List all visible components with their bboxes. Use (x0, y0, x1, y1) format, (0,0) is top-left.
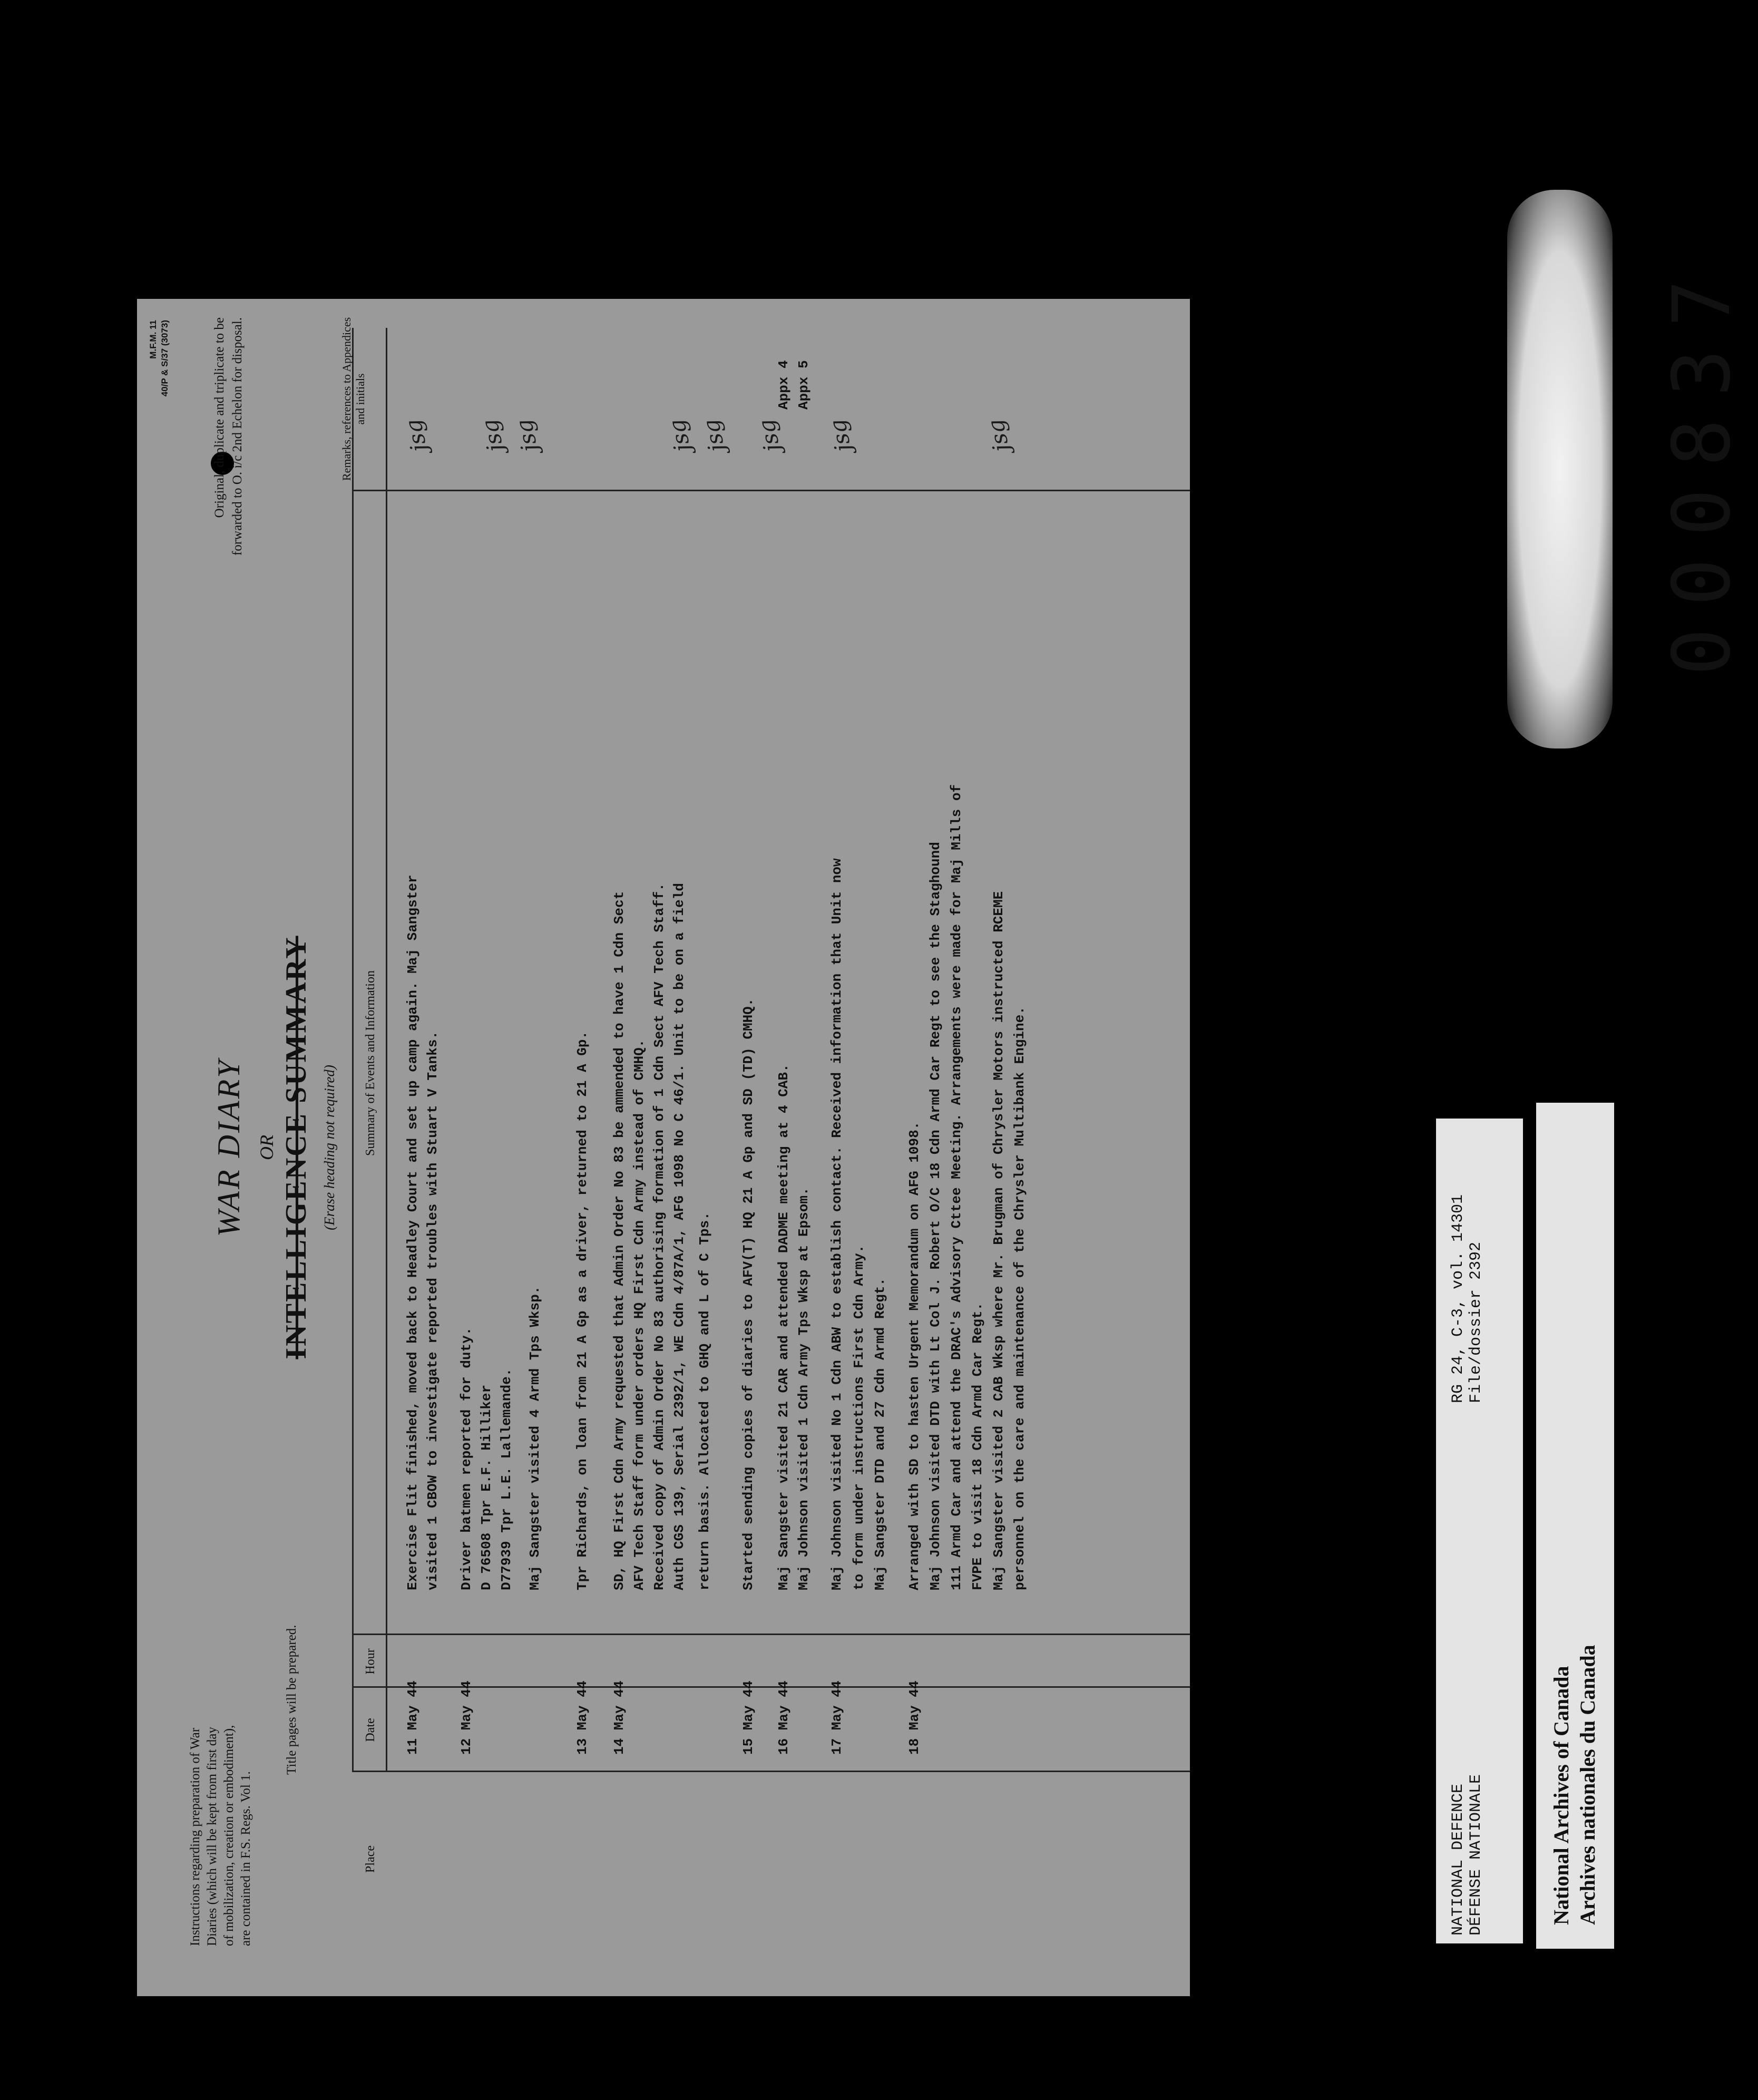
entry-date: 18 May 44 (906, 1680, 922, 1755)
distribution-line: forwarded to O. i/c 2nd Echelon for disposal. (230, 317, 245, 556)
entry-line: personnel on the care and maintenance of the Chrysler Multibank Engine. (1012, 1006, 1028, 1590)
entry-line: D77939 Tpr L.E. Lallemande. (499, 1368, 514, 1590)
column-header-date: Date (364, 1718, 377, 1742)
table-top-rule (352, 328, 354, 1772)
entry-line: Maj Johnson visited No 1 Cdn ABW to establish contact. Received information that Unit now (829, 858, 845, 1590)
archives-label (1539, 1105, 1613, 1946)
appendix-reference: Appx 4 (776, 360, 792, 410)
entry-date: 16 May 44 (776, 1680, 792, 1755)
initials-signature: jsg (824, 417, 856, 454)
form-code-line: 40/P & S/37 (3073) (160, 320, 170, 397)
column-divider (352, 1634, 1190, 1635)
entry-line: SD, HQ First Cdn Army requested that Admin Order No 83 be ammended to have 1 Cdn Sect (611, 891, 627, 1590)
column-divider (352, 1771, 1190, 1772)
column-divider (352, 490, 1190, 491)
page-title: WAR DIARY (211, 1058, 246, 1237)
entry-line: to form under instructions First Cdn Army. (851, 1245, 867, 1590)
column-header-hour: Hour (364, 1648, 377, 1675)
initials-signature: jsg (511, 417, 543, 454)
entry-date: 13 May 44 (574, 1680, 590, 1755)
title-or: OR (256, 1135, 277, 1160)
entry-line: 111 Armd Car and attend the DRAC's Advisory Cttee Meeting. Arrangements were made for Maj Mills of (949, 784, 964, 1590)
appendix-reference: Appx 5 (796, 360, 812, 410)
table-header-rule (386, 328, 387, 1772)
entry-line: D 76508 Tpr E.F. Hilliker (478, 1384, 494, 1590)
form-code (148, 320, 171, 396)
initials-signature: jsg (663, 417, 696, 454)
struck-title: INTELLIGENCE SUMMARY (280, 936, 312, 1359)
archives-name-en: National Archives of Canada (1549, 1666, 1573, 1925)
entry-line: Started sending copies of diaries to AFV(T) HQ 21 A Gp and SD (TD) CMHQ. (740, 998, 756, 1590)
erase-heading-note: (Erase heading not required) (321, 1065, 337, 1230)
form-code-line: M.F.M. 11 (148, 320, 158, 359)
entry-line: Maj Sangster visited 2 CAB Wksp where Mr. Brugman of Chrysler Motors instructed RCEME (991, 891, 1007, 1590)
archive-reference: RG 24, C-3, vol. 14301 (1449, 1194, 1467, 1403)
instructions-note: Instructions regarding preparation of War Diaries (which will be kept from first day of mobilization, creation or embodiment), are contained in F.S. Regs. Vol 1. (188, 1725, 253, 1946)
initials-signature: jsg (982, 417, 1014, 454)
reference-label (1439, 1121, 1518, 1941)
entry-line: Maj Sangster visited 4 Armd Tps Wksp. (527, 1286, 543, 1590)
entry-line: Arranged with SD to hasten Urgent Memorandum on AFG 1098. (906, 1121, 922, 1590)
archive-file: File/dossier 2392 (1467, 1241, 1485, 1403)
column-header-place: Place (364, 1845, 377, 1873)
entry-line: FVPE to visit 18 Cdn Armd Car Regt. (970, 1302, 985, 1590)
column-header-remarks: Remarks, references to Appendices and initials (340, 317, 367, 481)
initials-signature: jsg (753, 417, 785, 454)
column-header-summary: Summary of Events and Information (364, 970, 377, 1156)
department-en: NATIONAL DEFENCE (1449, 1783, 1467, 1936)
entry-line: visited 1 CBOW to investigate reported troubles with Stuart V Tanks. (425, 1031, 441, 1590)
entry-date: 12 May 44 (458, 1680, 474, 1755)
entry-line: Maj Johnson visited 1 Cdn Army Tps Wksp at Epsom. (796, 1187, 812, 1590)
initials-signature: jsg (400, 417, 432, 454)
entry-line: Driver batmen reported for duty. (458, 1327, 474, 1590)
initials-signature: jsg (698, 417, 730, 454)
entry-line: Maj Sangster DTD and 27 Cdn Armd Regt. (872, 1278, 888, 1590)
entry-date: 15 May 44 (740, 1680, 756, 1755)
initials-signature: jsg (476, 417, 509, 454)
archives-name-fr: Archives nationales du Canada (1576, 1645, 1599, 1925)
distribution-line: Original, duplicate and triplicate to be (212, 317, 227, 518)
entry-line: AFV Tech Staff form under orders HQ First Cdn Army instead of CMHQ. (631, 1039, 647, 1590)
entry-line: Received copy of Admin Order No 83 authorising formation of 1 Cdn Sect AFV Tech Staff. (651, 883, 667, 1590)
entry-line: Auth CGS 139, Serial 2392/1, WE Cdn 4/87A/1, AFG 1098 No C 46/1. Unit to be on a field (671, 883, 687, 1590)
entry-line: Exercise Flit finished, moved back to Headley Court and set up camp again. Maj Sangster (405, 874, 421, 1590)
title-pages-note: Title pages will be prepared. (285, 1625, 299, 1775)
entry-line: return basis. Allocated to GHQ and L of C Tps. (697, 1212, 712, 1590)
column-divider (352, 1686, 1190, 1688)
war-diary-page (137, 299, 1190, 1996)
frame-number-backdrop (1507, 190, 1613, 748)
entry-date: 17 May 44 (829, 1680, 845, 1755)
frame-number: 000837 (1656, 257, 1748, 676)
department-fr: DÉFENSE NATIONALE (1467, 1774, 1485, 1936)
entry-line: Tpr Richards, on loan from 21 A Gp as a driver, returned to 21 A Gp. (574, 1031, 590, 1590)
entry-line: Maj Johnson visited DTD with Lt Col J. Robert O/C 18 Cdn Armd Car Regt to see the Staghound (927, 842, 943, 1590)
entry-date: 14 May 44 (611, 1680, 627, 1755)
distribution-note (211, 317, 247, 556)
entry-line: Maj Sangster visited 21 CAR and attended DADME meeting at 4 CAB. (776, 1064, 792, 1590)
entry-date: 11 May 44 (405, 1680, 421, 1755)
